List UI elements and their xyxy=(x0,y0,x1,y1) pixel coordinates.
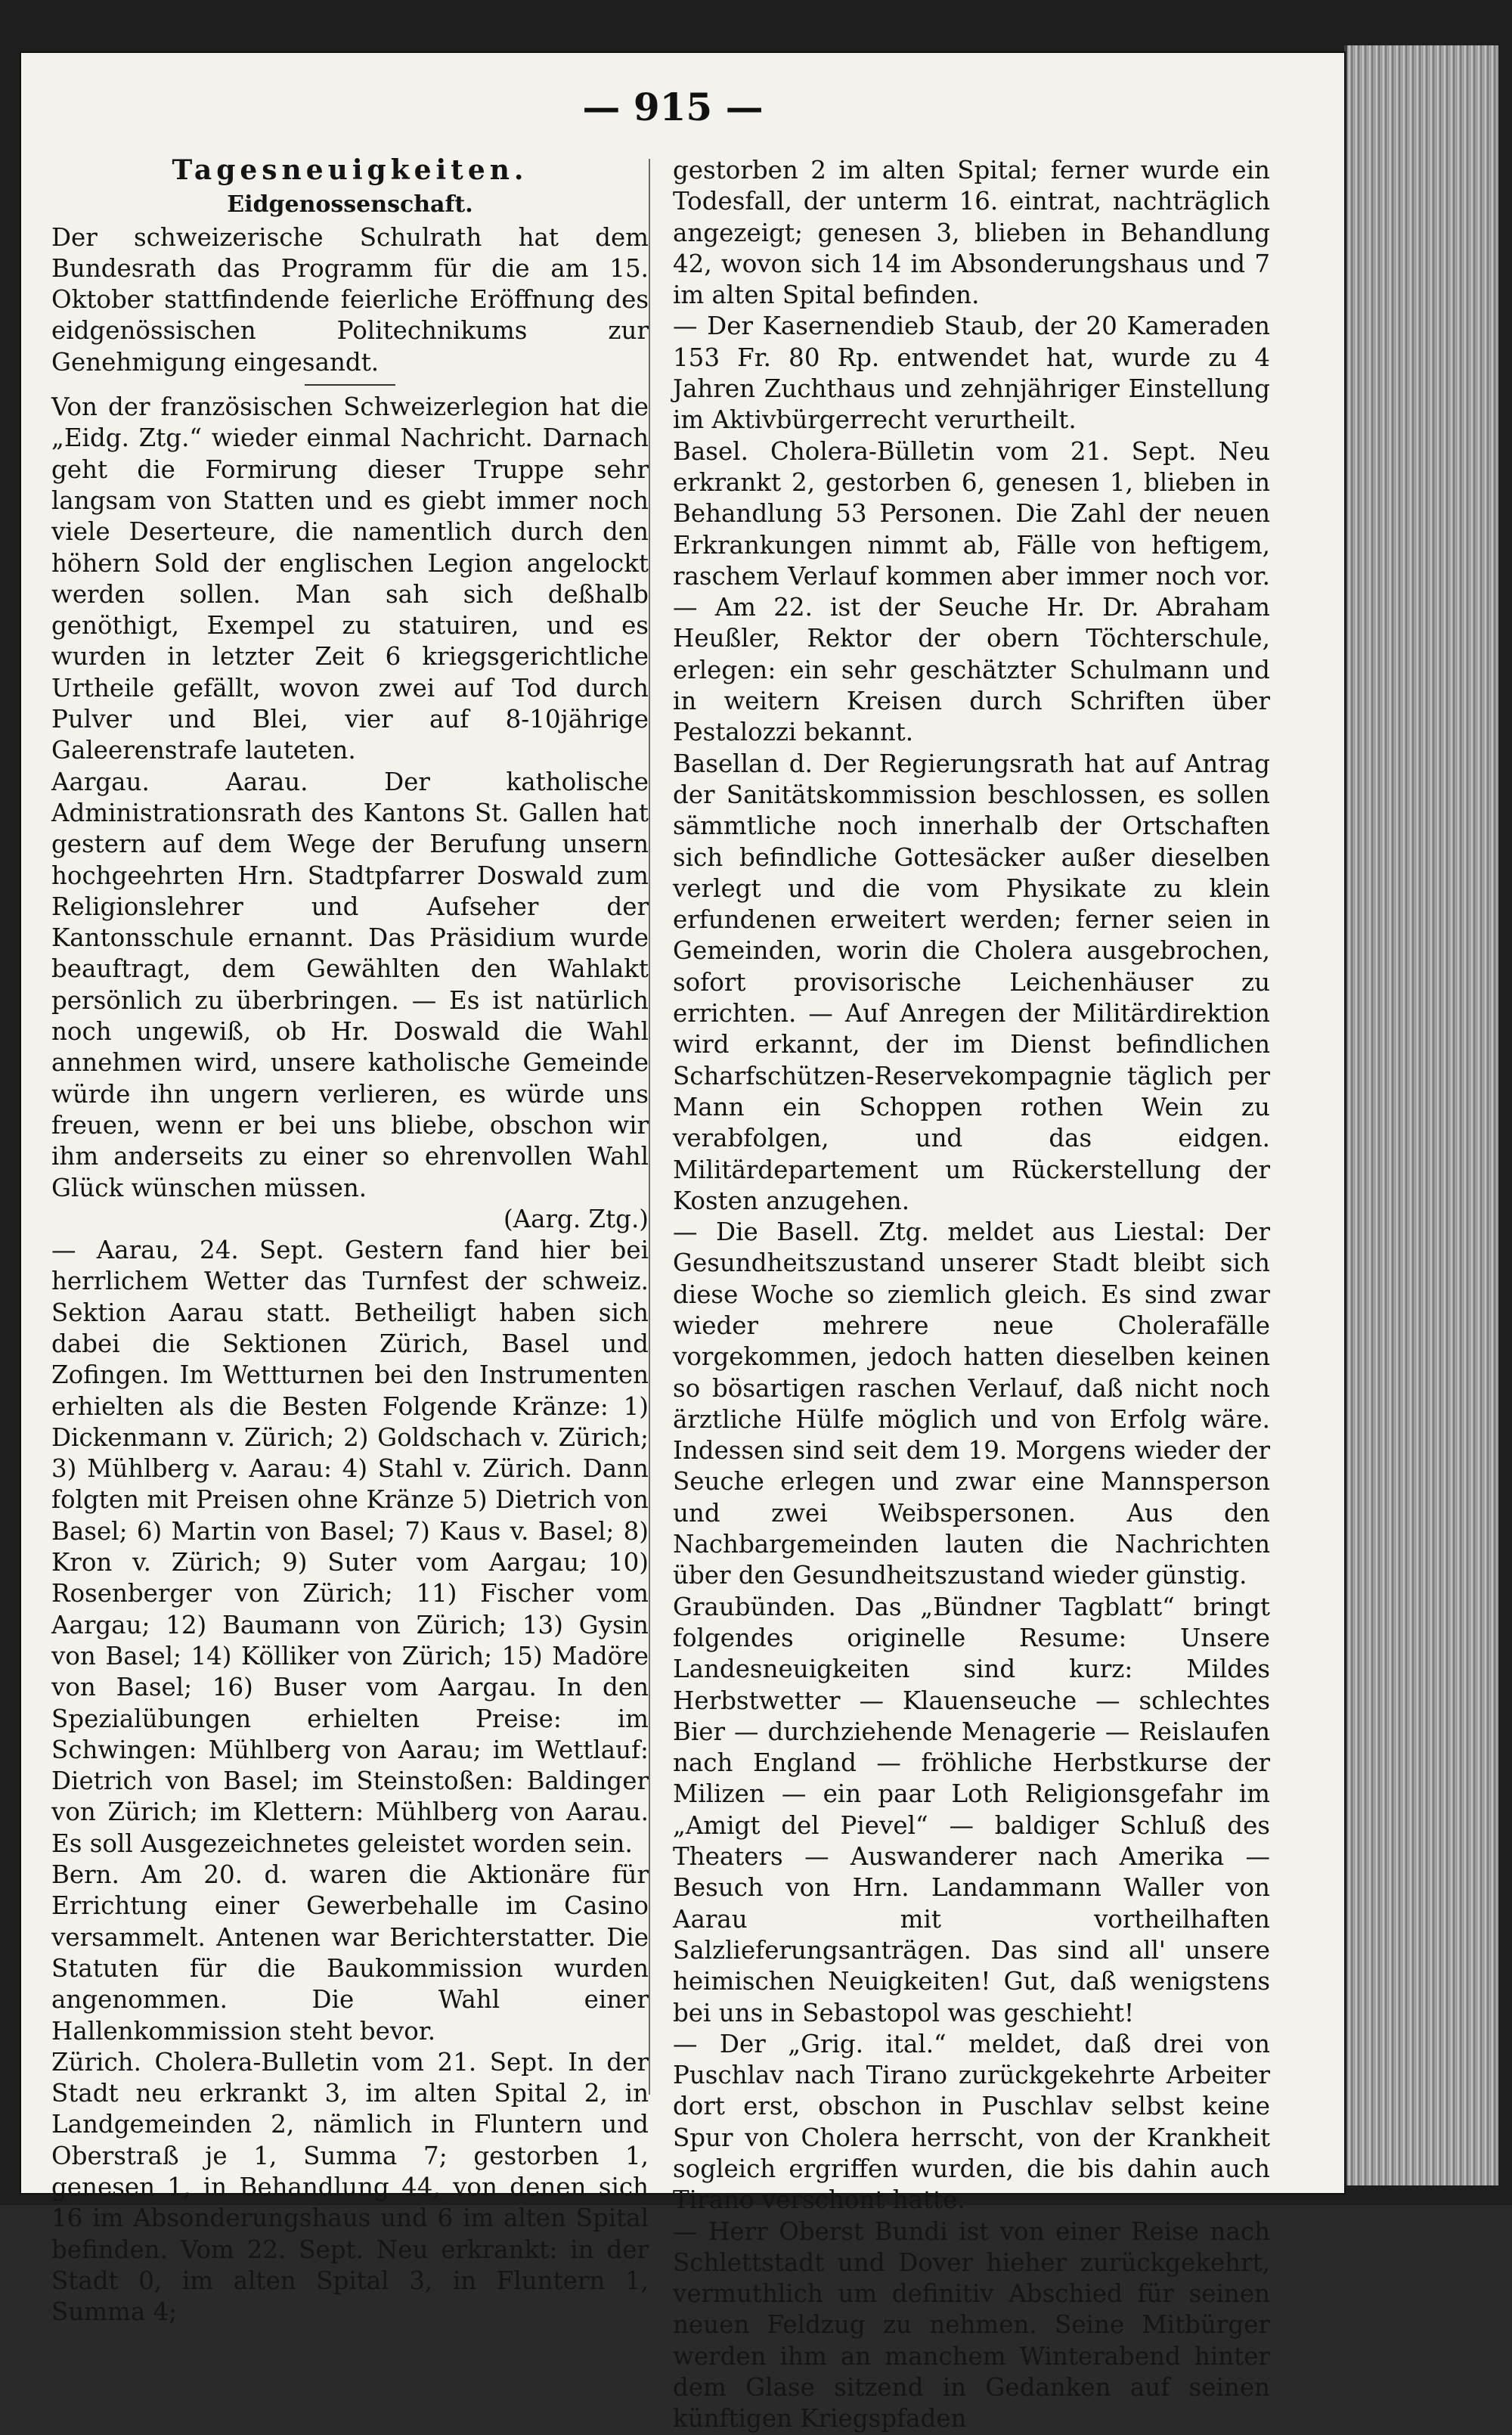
section-subheading: Eidgenossenschaft. xyxy=(227,191,473,219)
column-divider xyxy=(649,159,650,2095)
article-paragraph: — Die Basell. Ztg. meldet aus Liestal: Der Gesundheitszustand unserer Stadt bleibt sich diese Woche so ziemlich gleich. Es sind zwar wieder mehrere neue Cholerafälle vorgekommen, jedoch hatten dieselben keinen so bösartigen raschen Verlauf, daß nicht noch ärztliche Hülfe möglich und von Erfolg wäre. Indessen sind seit dem 19. Morgens wieder der Seuche erlegen und zwar eine Mannsperson und zwei Weibspersonen. Aus den Nachbargemeinden lauten die Nachrichten über den Gesundheitszustand wieder günstig. xyxy=(673,1218,1270,1590)
article-paragraph: gestorben 2 im alten Spital; ferner wurde ein Todesfall, der unterm 16. eintrat, nachträglich angezeigt; genesen 3, blieben in Behandlung 42, wovon sich 14 im Absonderungshaus und 7 im alten Spital befinden. xyxy=(673,156,1270,310)
section-heading: Tagesneuigkeiten. xyxy=(172,154,528,186)
article-paragraph: Graubünden. Das „Bündner Tagblatt“ bringt folgendes originelle Resume: Unsere Landesneuigkeiten sind kurz: Mildes Herbstwetter — Klauenseuche — schlechtes Bier — durchziehende Menagerie — Reislaufen nach England — fröhliche Herbstkurse der Milizen — ein paar Loth Religionsgefahr im „Amigt del Pievel“ — baldiger Schluß des Theaters — Auswanderer nach Amerika — Besuch von Hrn. Landammann Waller von Aarau mit vortheilhaften Salzlieferungsanträgen. Das sind all' unsere heimischen Neuigkeiten! Gut, daß wenigstens bei uns in Sebastopol was geschieht! xyxy=(673,1592,1270,2027)
article-paragraph: Der schweizerische Schulrath hat dem Bundesrath das Programm für die am 15. Oktober stattfindende feierliche Eröffnung des eidgenössischen Politechnikums zur Genehmigung eingesandt. xyxy=(51,222,649,377)
section-divider xyxy=(305,384,395,386)
article-paragraph: Basel. Cholera-Bülletin vom 21. Sept. Neu erkrankt 2, gestorben 6, genesen 1, blieben in Behandlung 53 Personen. Die Zahl der neuen Erkrankungen nimmt ab, Fälle von heftigem, raschem Verlauf kommen aber immer noch vor. — Am 22. ist der Seuche Hr. Dr. Abraham Heußler, Rektor der obern Töchterschule, erlegen: ein sehr geschätzter Schulmann und in weitern Kreisen durch Schriften über Pestalozzi bekannt. xyxy=(673,436,1270,747)
right-column xyxy=(673,155,1270,2433)
left-column xyxy=(51,154,649,2327)
article-paragraph: — Der Kasernendieb Staub, der 20 Kameraden 153 Fr. 80 Rp. entwendet hat, wurde zu 4 Jahren Zuchthaus und zehnjähriger Einstellung im Aktivbürgerrecht verurtheilt. xyxy=(673,312,1270,435)
article-source: (Aarg. Ztg.) xyxy=(503,1204,649,1233)
article-paragraph: Von der französischen Schweizerlegion hat die „Eidg. Ztg.“ wieder einmal Nachricht. Darnach geht die Formirung dieser Truppe sehr langsam von Statten und es giebt immer noch viele Deserteure, die namentlich durch den höhern Sold der englischen Legion angelockt werden sollen. Man sah sich deßhalb genöthigt, Exempel zu statuiren, und es wurden in letzter Zeit 6 kriegsgerichtliche Urtheile gefällt, wovon zwei auf Tod durch Pulver und Blei, vier auf 8-10jährige Galeerenstrafe lauteten. xyxy=(51,392,649,765)
article-paragraph: Aargau. Aarau. Der katholische Administrationsrath des Kantons St. Gallen hat gestern auf dem Wege der Berufung unsern hochgeehrten Hrn. Stadtpfarrer Doswald zum Religionslehrer und Aufseher der Kantonsschule ernannt. Das Präsidium wurde beauftragt, dem Gewählten den Wahlakt persönlich zu überbringen. — Es ist natürlich noch ungewiß, ob Hr. Doswald die Wahl annehmen wird, unsere katholische Gemeinde würde ihn ungern verlieren, es würde uns freuen, wenn er bei uns bliebe, obschon wir ihm anderseits zu einer so ehrenvollen Wahl Glück wünschen müssen. xyxy=(51,767,649,1202)
article-paragraph: Basellan d. Der Regierungsrath hat auf Antrag der Sanitätskommission beschlossen, es sollen sämmtliche noch innerhalb der Ortschaften sich befindliche Gottesäcker außer dieselben verlegt und die vom Physikate zu klein erfundenen erweitert werden; ferner seien in Gemeinden, worin die Cholera ausgebrochen, sofort provisorische Leichenhäuser zu errichten. — Auf Anregen der Militärdirektion wird erkannt, der im Dienst befindlichen Scharfschützen-Reservekompagnie täglich per Mann ein Schoppen rothen Wein zu verabfolgen, und das eidgen. Militärdepartement um Rückerstellung der Kosten anzugehen. xyxy=(673,749,1270,1215)
article-paragraph: Zürich. Cholera-Bulletin vom 21. Sept. In der Stadt neu erkrankt 3, im alten Spital 2, in Landgemeinden 2, nämlich in Fluntern und Oberstraß je 1, Summa 7; gestorben 1, genesen 1, in Behandlung 44, von denen sich 16 im Absonderungshaus und 6 im alten Spital befinden. Vom 22. Sept. Neu erkrankt: in der Stadt 0, im alten Spital 3, in Fluntern 1, Summa 4; xyxy=(51,2047,649,2327)
book-page-edges xyxy=(1344,45,1498,2185)
page-number: — 915 — xyxy=(582,85,764,129)
article-paragraph: — Aarau, 24. Sept. Gestern fand hier bei herrlichem Wetter das Turnfest der schweiz. Sektion Aarau statt. Betheiligt haben sich dabei die Sektionen Zürich, Basel und Zofingen. Im Wettturnen bei den Instrumenten erhielten als die Besten Folgende Kränze: 1) Dickenmann v. Zürich; 2) Goldschach v. Zürich; 3) Mühlberg v. Aarau: 4) Stahl v. Zürich. Dann folgten mit Preisen ohne Kränze 5) Dietrich von Basel; 6) Martin von Basel; 7) Kaus v. Basel; 8) Kron v. Zürich; 9) Suter vom Aargau; 10) Rosenberger von Zürich; 11) Fischer vom Aargau; 12) Baumann von Zürich; 13) Gysin von Basel; 14) Kölliker von Zürich; 15) Madöre von Basel; 16) Buser vom Aargau. In den Spezialübungen erhielten Preise: im Schwingen: Mühlberg von Aarau; im Wettlauf: Dietrich von Basel; im Steinstoßen: Baldinger von Zürich; im Klettern: Mühlberg von Aarau. Es soll Ausgezeichnetes geleistet worden sein. xyxy=(51,1236,649,1858)
article-paragraph: — Der „Grig. ital.“ meldet, daß drei von Puschlav nach Tirano zurückgekehrte Arbeiter dort erst, obschon in Puschlav selbst keine Spur von Cholera herrscht, von der Krankheit sogleich ergriffen wurden, die bis dahin auch Tirano verschont hatte. xyxy=(673,2029,1270,2215)
article-paragraph: — Herr Oberst Bundi ist von einer Reise nach Schlettstadt und Dover hieher zurückgekehrt, vermuthlich um definitiv Abschied für seinen neuen Feldzug zu nehmen. Seine Mitbürger werden ihm an manchem Winterabend hinter dem Glase sitzend in Gedanken auf seinen künftigen Kriegspfaden xyxy=(673,2216,1270,2433)
article-paragraph: Bern. Am 20. d. waren die Aktionäre für Errichtung einer Gewerbehalle im Casino versammelt. Antenen war Berichterstatter. Die Statuten für die Baukommission wurden angenommen. Die Wahl einer Hallenkommission steht bevor. xyxy=(51,1860,649,2046)
